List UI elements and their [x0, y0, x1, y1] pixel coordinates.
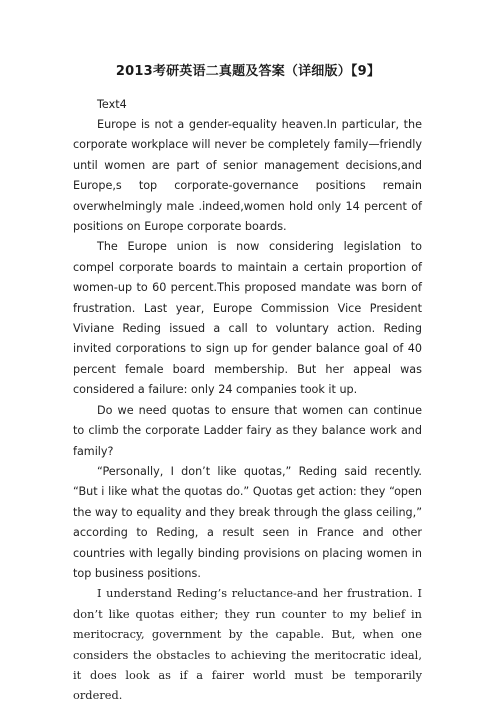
paragraph-3: Do we need quotas to ensure that women can continue to climb the corporate Ladder fairy as they balance work and family?	[73, 403, 422, 458]
paragraph-5: I understand Reding’s reluctance-and her frustration. I don’t like quotas either; they run counter to my belief in meritocracy, government by the capable. But, when one considers the obstacles to achieving the meritocratic ideal, it does look as if a fairer world must be temporarily ordered.	[73, 587, 422, 703]
section-label: Text4	[97, 98, 127, 111]
document-title: 2013考研英语二真题及答案（详细版）【9】	[115, 64, 381, 79]
paragraph-1: Europe is not a gender-equality heaven.In particular, the corporate workplace will never be completely family—friendly until women are part of senior management decisions,and Europe,s top corporate-governance positions remain overwhelmingly male .indeed,women hold only 14 percent of positions on Europe corporate boards.	[73, 118, 422, 234]
document-body	[73, 95, 422, 707]
paragraph-4: “Personally, I don’t like quotas,” Reding said recently. “But i like what the quotas do.” Quotas get action: they “open the way to equality and they break through the glass ceiling,” according to Reding, a result seen in France and other countries with legally binding provisions on placing women in top business positions.	[73, 464, 422, 580]
paragraph-2: The Europe union is now considering legislation to compel corporate boards to maintain a certain proportion of women-up to 60 percent.This proposed mandate was born of frustration. Last year, Europe Commission Vice President Viviane Reding issued a call to voluntary action. Reding invited corporations to sign up for gender balance goal of 40 percent female board membership. But her appeal was considered a failure: only 24 companies took it up.	[73, 240, 422, 397]
